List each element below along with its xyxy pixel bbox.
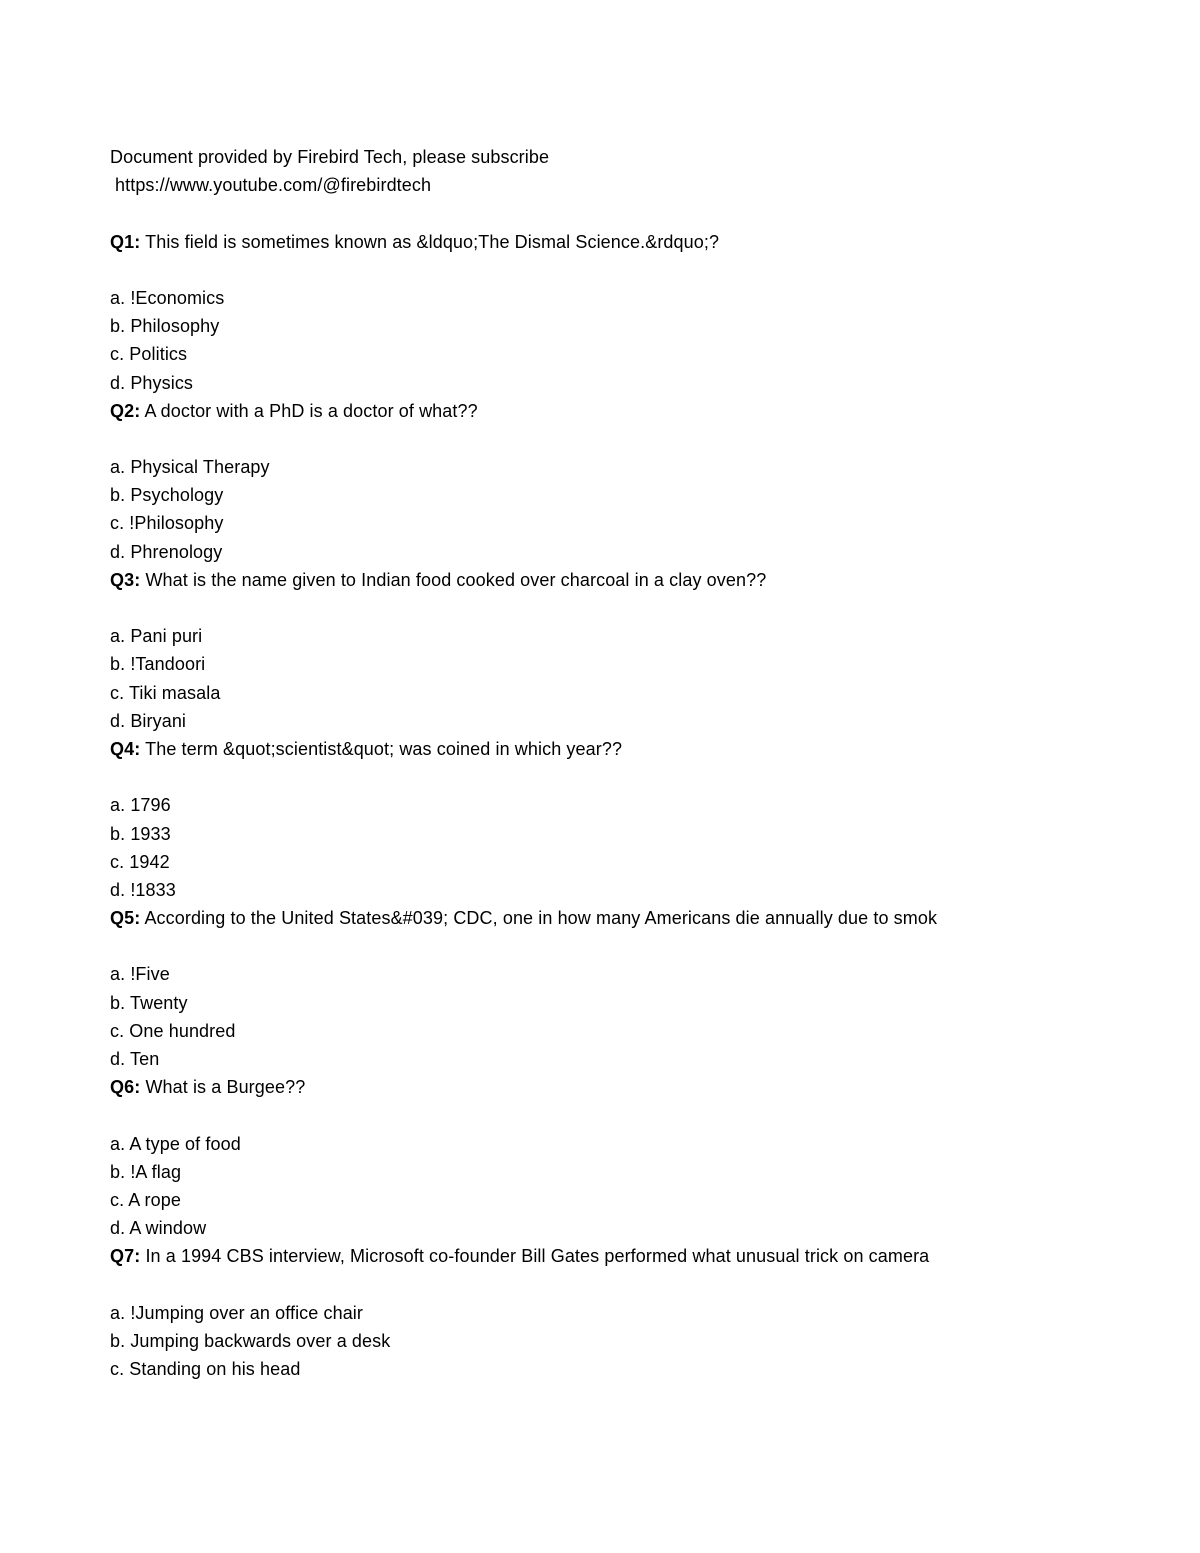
question-label: Q4 [110, 738, 135, 759]
question-colon: : [134, 1077, 141, 1098]
question-1 [110, 228, 1000, 256]
question-colon: : [134, 569, 141, 590]
question-4 [110, 735, 1000, 763]
question-label: Q1 [110, 231, 135, 252]
answer-option: c. Tiki masala [110, 682, 221, 703]
answer-option: a. A type of food [110, 1133, 241, 1154]
provider-text: Document provided by Firebird Tech, please subscribe [110, 147, 550, 167]
spacer [110, 763, 1000, 791]
question-text: This field is sometimes known as &ldquo;The Dismal Science.&rdquo;? [145, 231, 720, 252]
question-5 [110, 904, 1000, 932]
answer-option: c. !Philosophy [110, 513, 224, 534]
answer-option: b. Jumping backwards over a desk [110, 1330, 391, 1351]
question-label: Q7 [110, 1246, 135, 1267]
answer-option: d. Biryani [110, 710, 187, 731]
spacer [110, 256, 1000, 284]
answer-option: a. !Jumping over an office chair [110, 1302, 364, 1323]
answer-option: b. Twenty [110, 992, 188, 1013]
answer-option: b. !Tandoori [110, 654, 206, 675]
answer-option: c. One hundred [110, 1020, 236, 1041]
answer-option: c. A rope [110, 1189, 181, 1210]
question-colon: : [134, 738, 141, 759]
answer-option: b. Philosophy [110, 316, 220, 337]
question-colon: : [134, 1246, 141, 1267]
question-7 [110, 1242, 1000, 1270]
question-label: Q2 [110, 400, 135, 421]
answer-option: b. 1933 [110, 823, 171, 844]
document-body [110, 143, 1000, 1383]
answer-option: a. Physical Therapy [110, 457, 270, 478]
question-colon: : [134, 400, 141, 421]
answer-option: d. A window [110, 1218, 207, 1239]
youtube-url: https://www.youtube.com/@firebirdtech [115, 175, 432, 196]
spacer [110, 1271, 1000, 1299]
answer-option: c. Standing on his head [110, 1359, 301, 1380]
question-label: Q3 [110, 569, 135, 590]
question-text: What is the name given to Indian food cooked over charcoal in a clay oven?? [145, 569, 767, 590]
spacer [110, 425, 1000, 453]
question-label: Q5 [110, 908, 135, 929]
spacer [110, 199, 1000, 227]
question-text: The term &quot;scientist&quot; was coined in which year?? [145, 738, 623, 759]
question-colon: : [134, 908, 141, 929]
answer-option: a. !Five [110, 964, 170, 985]
spacer [110, 1101, 1000, 1129]
answer-option: d. !1833 [110, 879, 176, 900]
answer-option: b. !A flag [110, 1161, 182, 1182]
question-6 [110, 1073, 1000, 1101]
question-colon: : [134, 231, 141, 252]
answer-option: c. 1942 [110, 851, 170, 872]
answer-option: a. 1796 [110, 795, 171, 816]
question-text: In a 1994 CBS interview, Microsoft co-founder Bill Gates performed what unusual trick on camera [145, 1246, 930, 1267]
answer-option: a. !Economics [110, 287, 225, 308]
answer-option: d. Physics [110, 372, 194, 393]
answer-option: b. Psychology [110, 485, 224, 506]
question-label: Q6 [110, 1077, 135, 1098]
question-text: According to the United States&#039; CDC, one in how many Americans die annually due to smok [144, 908, 938, 929]
answer-option: d. Ten [110, 1049, 160, 1069]
answer-option: d. Phrenology [110, 541, 223, 562]
question-text: What is a Burgee?? [145, 1077, 306, 1098]
question-text: A doctor with a PhD is a doctor of what?? [144, 400, 478, 421]
spacer [110, 932, 1000, 960]
question-3 [110, 566, 1000, 594]
answer-option: c. Politics [110, 344, 188, 365]
spacer [110, 594, 1000, 622]
answer-option: a. Pani puri [110, 626, 203, 647]
question-2 [110, 397, 1000, 425]
